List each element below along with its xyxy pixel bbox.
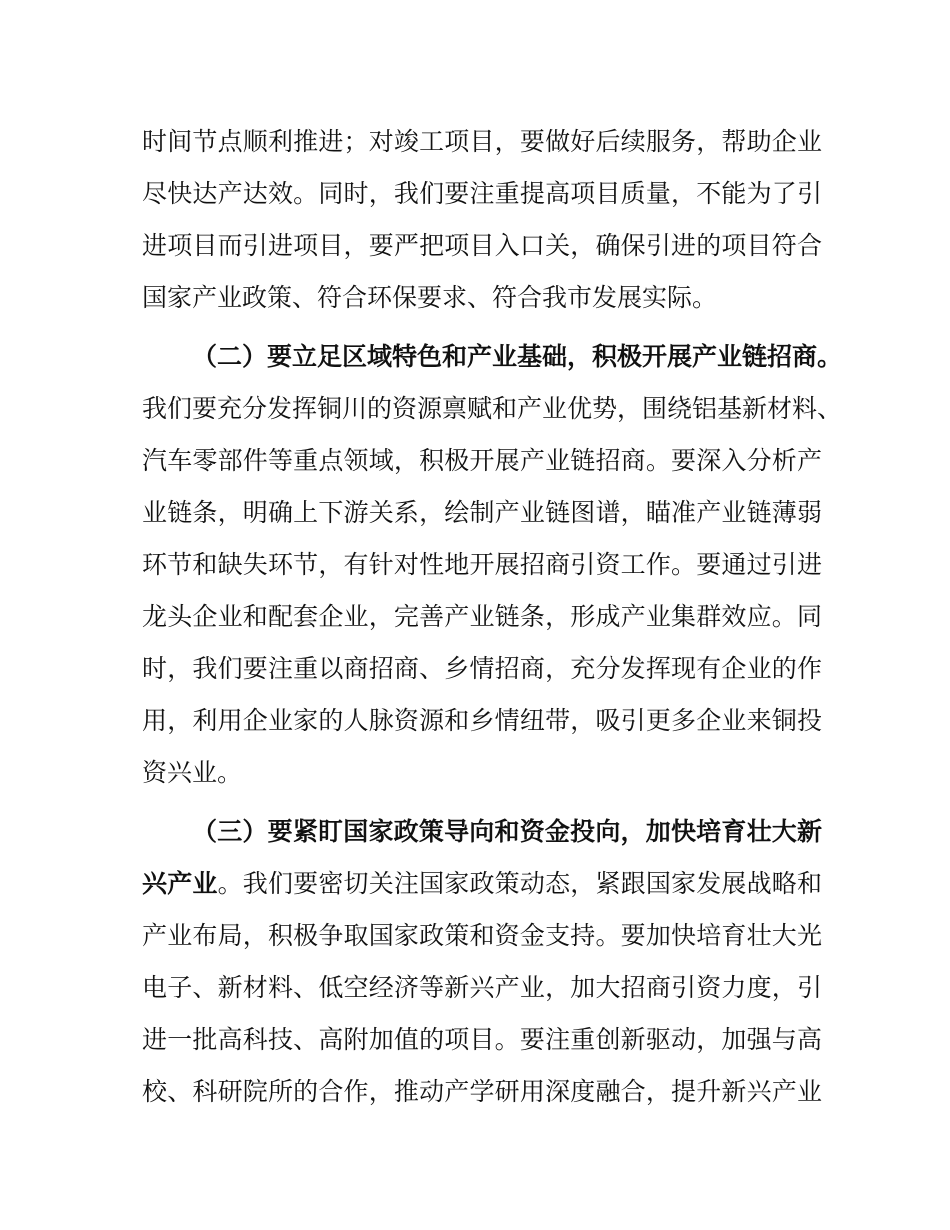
paragraph-2-line-8: 资兴业。 [142, 758, 243, 787]
paragraph-1-line-3: 进项目而引进项目，要严把项目入口关，确保引进的项目符合 [142, 231, 822, 260]
section-heading-2: （二）要立足区域特色和产业基础，积极开展产业链招商。 [192, 342, 843, 371]
paragraph-1-line-4: 国家产业政策、符合环保要求、符合我市发展实际。 [142, 283, 718, 312]
paragraph-2-line-2: 汽车零部件等重点领域，积极开展产业链招商。要深入分析产 [142, 446, 822, 475]
paragraph-2-line-4: 环节和缺失环节，有针对性地开展招商引资工作。要通过引进 [142, 550, 822, 579]
paragraph-3-line-2: 产业布局，积极争取国家政策和资金支持。要加快培育壮大光 [142, 921, 822, 950]
paragraph-3-line-3: 电子、新材料、低空经济等新兴产业，加大招商引资力度，引 [142, 973, 822, 1002]
paragraph-3-line-1-text: 。我们要密切关注国家政策动态，紧跟国家发展战略和 [217, 869, 822, 898]
paragraph-1-line-1: 时间节点顺利推进；对竣工项目，要做好后续服务，帮助企业 [142, 127, 822, 156]
paragraph-2-line-3: 业链条，明确上下游关系，绘制产业链图谱，瞄准产业链薄弱 [142, 498, 822, 527]
section-heading-3: （三）要紧盯国家政策导向和资金投向，加快培育壮大新 [192, 817, 822, 846]
paragraph-3-line-5: 校、科研院所的合作，推动产学研用深度融合，提升新兴产业 [142, 1077, 822, 1106]
paragraph-2-line-7: 用，利用企业家的人脉资源和乡情纽带，吸引更多企业来铜投 [142, 706, 822, 735]
paragraph-3-line-1 [142, 864, 822, 904]
paragraph-2-line-1: 我们要充分发挥铜川的资源禀赋和产业优势，围绕铝基新材料、 [142, 394, 843, 423]
section-heading-3-continued: 兴产业 [142, 869, 218, 898]
paragraph-3-line-4: 进一批高科技、高附加值的项目。要注重创新驱动，加强与高 [142, 1025, 822, 1054]
paragraph-2-line-5: 龙头企业和配套企业，完善产业链条，形成产业集群效应。同 [142, 602, 822, 631]
paragraph-2-line-6: 时，我们要注重以商招商、乡情招商，充分发挥现有企业的作 [142, 654, 822, 683]
paragraph-1-line-2: 尽快达产达效。同时，我们要注重提高项目质量，不能为了引 [142, 179, 822, 208]
